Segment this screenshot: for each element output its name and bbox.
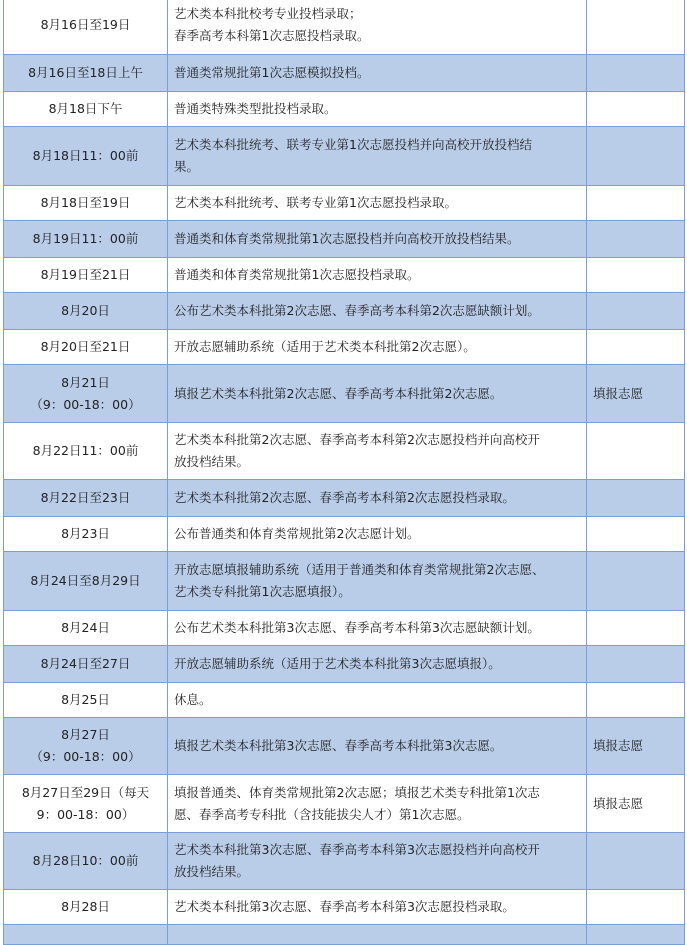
description-cell	[168, 552, 587, 611]
date-text: 8月19日11：00前	[32, 231, 139, 246]
description-text: 填报普通类、体育类常规批第2次志愿；填报艺术类专科批第1次志	[174, 784, 540, 800]
remark-cell	[587, 517, 685, 552]
table-row	[4, 55, 685, 92]
description-text: 艺术类本科批第3次志愿、春季高考本科第3次志愿投档并向高校开	[174, 842, 540, 857]
date-cell	[4, 365, 168, 423]
description-text: 放投档结果。	[174, 864, 250, 879]
description-text: 开放志愿辅助系统（适用于艺术类本科批第3次志愿填报）。	[174, 656, 501, 671]
remark-cell	[587, 683, 685, 718]
description-text: 普通类和体育类常规批第1次志愿投档并向高校开放投档结果。	[174, 231, 520, 246]
date-text: 8月27日至29日（每天	[21, 784, 150, 800]
date-text: 8月24日	[61, 620, 110, 635]
description-cell	[168, 186, 587, 221]
remark-cell	[587, 365, 685, 423]
table-row	[4, 293, 685, 330]
description-text: 普通类常规批第1次志愿模拟投档。	[174, 65, 370, 80]
date-text: 8月18日11：00前	[32, 148, 139, 163]
remark-text: 填报志愿	[593, 795, 644, 811]
table-row	[4, 258, 685, 293]
table-row	[4, 925, 685, 945]
date-cell	[4, 480, 168, 517]
date-text: 8月27日	[61, 727, 110, 742]
date-cell	[4, 0, 168, 55]
remark-cell	[587, 186, 685, 221]
description-text: 开放志愿填报辅助系统（适用于普通类和体育类常规批第2次志愿、	[174, 562, 545, 577]
table-row	[4, 775, 685, 833]
description-text: 休息。	[174, 692, 212, 707]
description-text: 艺术类本科批校考专业投档录取；	[174, 5, 362, 21]
remark-cell	[587, 0, 685, 55]
description-cell	[168, 517, 587, 552]
description-cell	[168, 55, 587, 92]
table-row	[4, 365, 685, 423]
date-cell	[4, 517, 168, 552]
date-cell	[4, 330, 168, 365]
remark-cell	[587, 775, 685, 833]
description-text: 填报艺术类本科批第2次志愿、春季高考本科批第2次志愿。	[174, 385, 503, 401]
table-row	[4, 221, 685, 258]
description-cell	[168, 925, 587, 945]
date-cell	[4, 293, 168, 330]
description-cell	[168, 833, 587, 890]
date-text: 8月28日10：00前	[32, 853, 139, 868]
description-cell	[168, 258, 587, 293]
date-text: 8月20日	[61, 303, 110, 318]
description-text: 愿、春季高考专科批（含技能拔尖人才）第1次志愿。	[174, 806, 470, 822]
date-cell	[4, 258, 168, 293]
description-cell	[168, 293, 587, 330]
description-text: 普通类和体育类常规批第1次志愿投档录取。	[174, 267, 420, 282]
description-text: 公布普通类和体育类常规批第2次志愿计划。	[174, 526, 420, 541]
table-row	[4, 718, 685, 775]
description-text: 开放志愿辅助系统（适用于艺术类本科批第2次志愿）。	[174, 339, 476, 354]
description-text: 艺术类本科批统考、联考专业第1次志愿投档并向高校开放投档结	[174, 137, 532, 152]
date-cell	[4, 423, 168, 480]
remark-cell	[587, 330, 685, 365]
date-text: 8月18日至19日	[40, 195, 131, 210]
remark-text: 填报志愿	[593, 385, 644, 401]
date-cell	[4, 683, 168, 718]
description-cell	[168, 775, 587, 833]
description-text: 果。	[174, 159, 200, 174]
date-text: 8月28日	[61, 899, 110, 914]
schedule-table-body	[4, 0, 685, 945]
date-cell	[4, 55, 168, 92]
remark-cell	[587, 552, 685, 611]
table-row	[4, 833, 685, 890]
description-text: 普通类特殊类型批投档录取。	[174, 101, 337, 116]
description-text: 艺术类专科批第1次志愿填报）。	[174, 584, 351, 599]
description-cell	[168, 127, 587, 186]
date-text: 8月19日至21日	[40, 267, 131, 282]
date-cell	[4, 890, 168, 925]
remark-text: 填报志愿	[593, 738, 644, 753]
remark-cell	[587, 293, 685, 330]
table-row	[4, 480, 685, 517]
date-text: 8月23日	[61, 526, 110, 541]
date-text: 8月25日	[61, 692, 110, 707]
description-cell	[168, 611, 587, 646]
date-cell	[4, 552, 168, 611]
description-text: 艺术类本科批第2次志愿、春季高考本科第2次志愿投档并向高校开	[174, 432, 540, 447]
admission-schedule-table	[3, 0, 685, 945]
table-row	[4, 330, 685, 365]
remark-cell	[587, 646, 685, 683]
date-cell	[4, 221, 168, 258]
date-text: （9：00-18：00）	[30, 749, 141, 764]
description-text: 填报艺术类本科批第3次志愿、春季高考本科批第3次志愿。	[174, 738, 503, 753]
date-text: 8月21日	[61, 374, 110, 390]
date-cell	[4, 925, 168, 945]
description-cell	[168, 92, 587, 127]
description-cell	[168, 221, 587, 258]
description-cell	[168, 683, 587, 718]
description-cell	[168, 890, 587, 925]
remark-cell	[587, 221, 685, 258]
table-row	[4, 890, 685, 925]
remark-cell	[587, 480, 685, 517]
description-cell	[168, 423, 587, 480]
date-cell	[4, 92, 168, 127]
description-text: 春季高考本科第1次志愿投档录取。	[174, 27, 370, 43]
description-cell	[168, 0, 587, 55]
remark-cell	[587, 611, 685, 646]
remark-cell	[587, 55, 685, 92]
date-cell	[4, 775, 168, 833]
date-text: 8月16日至18日上午	[28, 65, 143, 80]
table-row	[4, 0, 685, 55]
date-cell	[4, 646, 168, 683]
description-text: 公布艺术类本科批第3次志愿、春季高考本科第3次志愿缺额计划。	[174, 620, 540, 635]
date-cell	[4, 186, 168, 221]
schedule-table-container	[3, 0, 684, 945]
date-cell	[4, 718, 168, 775]
description-text: 公布艺术类本科批第2次志愿、春季高考本科第2次志愿缺额计划。	[174, 303, 540, 318]
remark-cell	[587, 258, 685, 293]
date-text: 8月22日11：00前	[32, 443, 139, 458]
table-row	[4, 646, 685, 683]
table-row	[4, 517, 685, 552]
remark-cell	[587, 833, 685, 890]
remark-cell	[587, 127, 685, 186]
date-cell	[4, 127, 168, 186]
remark-cell	[587, 718, 685, 775]
description-cell	[168, 718, 587, 775]
table-row	[4, 683, 685, 718]
description-text: 艺术类本科批第2次志愿、春季高考本科第2次志愿投档录取。	[174, 490, 515, 505]
table-row	[4, 186, 685, 221]
remark-cell	[587, 423, 685, 480]
date-text: 8月22日至23日	[40, 490, 131, 505]
date-text: （9：00-18：00）	[30, 396, 141, 412]
description-text: 放投档结果。	[174, 454, 250, 469]
description-text: 艺术类本科批第3次志愿、春季高考本科第3次志愿投档录取。	[174, 899, 515, 914]
table-row	[4, 552, 685, 611]
date-text: 8月24日至8月29日	[30, 573, 141, 588]
table-row	[4, 611, 685, 646]
date-text: 8月20日至21日	[40, 339, 131, 354]
table-row	[4, 127, 685, 186]
date-text: 8月24日至27日	[40, 656, 131, 671]
remark-cell	[587, 925, 685, 945]
table-row	[4, 92, 685, 127]
description-cell	[168, 365, 587, 423]
date-cell	[4, 833, 168, 890]
date-cell	[4, 611, 168, 646]
date-text: 8月18日下午	[48, 101, 123, 116]
date-text: 9：00-18：00）	[36, 806, 135, 822]
date-text: 8月16日至19日	[40, 16, 131, 32]
table-row	[4, 423, 685, 480]
description-cell	[168, 646, 587, 683]
description-text: 艺术类本科批统考、联考专业第1次志愿投档录取。	[174, 195, 457, 210]
description-cell	[168, 480, 587, 517]
description-cell	[168, 330, 587, 365]
remark-cell	[587, 890, 685, 925]
remark-cell	[587, 92, 685, 127]
